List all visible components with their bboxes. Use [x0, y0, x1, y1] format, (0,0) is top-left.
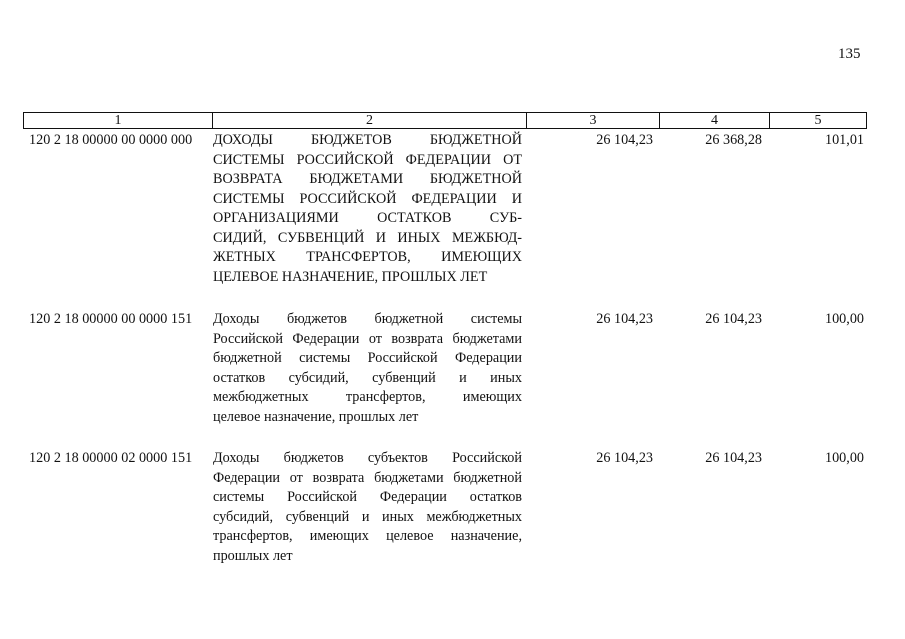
description-line: СИСТЕМЫ РОССИЙСКОЙ ФЕДЕРАЦИИ И — [213, 190, 522, 207]
description-line: прошлых лет — [213, 547, 293, 564]
description-line: бюджетной системы Российской Федерации — [213, 350, 522, 366]
description-line: ОРГАНИЗАЦИЯМИ ОСТАТКОВ СУБ- — [213, 210, 522, 226]
table-header — [23, 112, 867, 129]
page-number: 135 — [838, 46, 861, 62]
header-col-1: 1 — [114, 113, 122, 128]
description-line: СИДИЙ, СУБВЕНЦИЙ И ИНЫХ МЕЖБЮД- — [213, 229, 522, 246]
value-col-4: 26 104,23 — [705, 450, 762, 466]
budget-code: 120 2 18 00000 00 0000 000 — [29, 132, 193, 148]
value-col-4: 26 104,23 — [705, 311, 762, 327]
description-line: Федерации от возврата бюджетами бюджетной — [213, 469, 522, 486]
description-line: Российской Федерации от возврата бюджетами — [213, 330, 522, 347]
description-line: целевое назначение, прошлых лет — [213, 408, 419, 425]
value-col-5: 100,00 — [824, 311, 864, 327]
description-line: Доходы бюджетов бюджетной системы — [213, 311, 522, 327]
description-line: межбюджетных трансфертов, имеющих — [213, 389, 522, 405]
row-description — [213, 131, 522, 287]
value-col-3: 26 104,23 — [596, 450, 653, 466]
description-line: ЦЕЛЕВОЕ НАЗНАЧЕНИЕ, ПРОШЛЫХ ЛЕТ — [213, 268, 488, 285]
description-line: системы Российской Федерации остатков — [213, 489, 522, 505]
value-col-4: 26 368,28 — [705, 132, 762, 148]
description-line: СИСТЕМЫ РОССИЙСКОЙ ФЕДЕРАЦИИ ОТ — [213, 151, 522, 168]
budget-code: 120 2 18 00000 00 0000 151 — [29, 311, 193, 327]
value-col-3: 26 104,23 — [596, 311, 653, 327]
row-description — [213, 310, 522, 427]
row-description — [213, 449, 522, 566]
description-line: ДОХОДЫ БЮДЖЕТОВ БЮДЖЕТНОЙ — [213, 132, 522, 148]
header-col-5: 5 — [769, 113, 866, 128]
header-col-4: 4 — [659, 113, 769, 128]
description-line: остатков субсидий, субвенций и иных — [213, 369, 522, 386]
header-col-2: 2 — [212, 113, 526, 128]
value-col-5: 100,00 — [824, 450, 864, 466]
header-col-3: 3 — [526, 113, 659, 128]
description-line: Доходы бюджетов субъектов Российской — [213, 450, 522, 466]
budget-code: 120 2 18 00000 02 0000 151 — [29, 450, 193, 466]
description-line: трансфертов, имеющих целевое назначение, — [213, 528, 522, 544]
value-col-3: 26 104,23 — [596, 132, 653, 148]
value-col-5: 101,01 — [824, 132, 864, 148]
description-line: ЖЕТНЫХ ТРАНСФЕРТОВ, ИМЕЮЩИХ — [213, 249, 522, 265]
description-line: субсидий, субвенций и иных межбюджетных — [213, 508, 522, 525]
description-line: ВОЗВРАТА БЮДЖЕТАМИ БЮДЖЕТНОЙ — [213, 171, 522, 187]
